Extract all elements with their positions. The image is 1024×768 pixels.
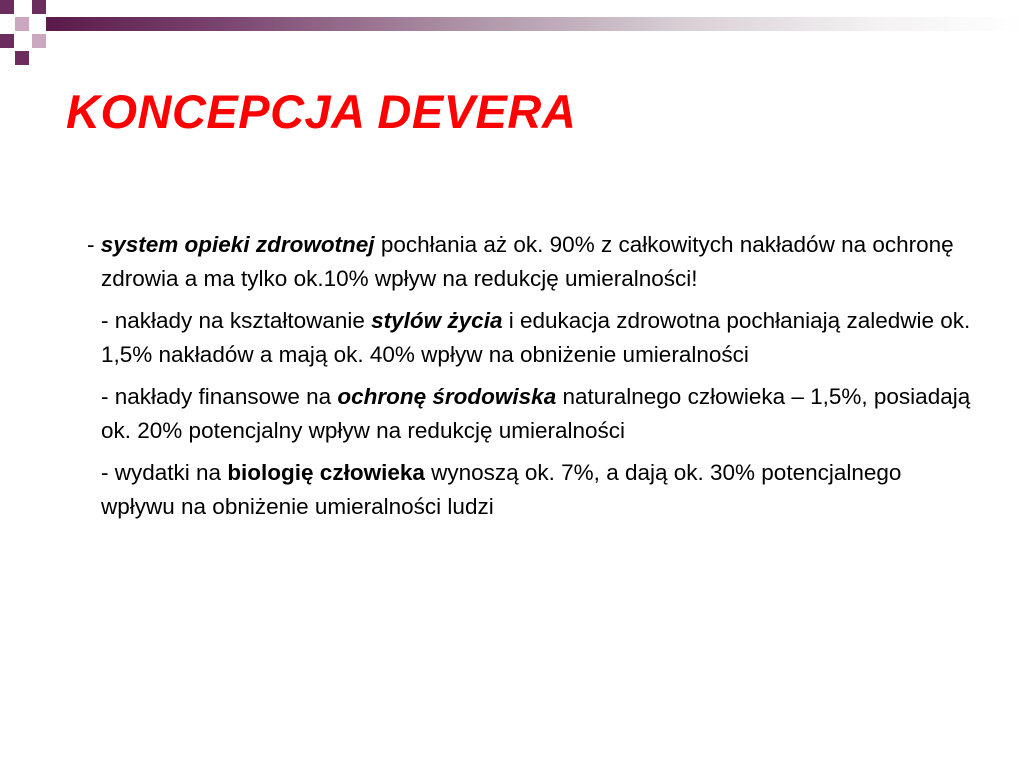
decorative-square (0, 34, 14, 48)
paragraph-health-system (87, 228, 981, 296)
paragraph-lifestyle (101, 304, 981, 372)
paragraph-suffix: wynoszą ok. 7%, a dają ok. 30% potencjalnego wpływu na obniżenie umieralności ludzi (101, 460, 902, 519)
paragraph-suffix: i edukacja zdrowotna pochłaniają zaledwie ok. 1,5% nakładów a mają ok. 40% wpływ na obniżenie umieralności (101, 308, 971, 367)
decorative-gradient-bar (46, 17, 1024, 31)
slide-title: KONCEPCJA DEVERA (66, 85, 577, 138)
decorative-square (15, 17, 29, 31)
decorative-square (32, 34, 46, 48)
slide-body (87, 228, 981, 532)
paragraph-prefix: - wydatki na (101, 460, 228, 485)
decorative-square (15, 51, 29, 65)
paragraph-emphasis: ochronę środowiska (337, 384, 557, 409)
paragraph-emphasis: system opieki zdrowotnej (100, 232, 375, 257)
paragraph-biology (101, 456, 981, 524)
paragraph-environment (101, 380, 981, 448)
paragraph-emphasis: stylów życia (371, 308, 503, 333)
paragraph-prefix: - (87, 232, 101, 257)
paragraph-prefix: - nakłady na kształtowanie (101, 308, 372, 333)
decorative-square (0, 0, 14, 14)
decorative-square (32, 0, 46, 14)
paragraph-emphasis: biologię człowieka (227, 460, 425, 485)
paragraph-suffix: pochłania aż ok. 90% z całkowitych nakładów na ochronę zdrowia a ma tylko ok.10% wpływ na redukcję umieralności! (101, 232, 954, 291)
paragraph-prefix: - nakłady finansowe na (101, 384, 338, 409)
paragraph-suffix: naturalnego człowieka – 1,5%, posiadają ok. 20% potencjalny wpływ na redukcję umieralności (101, 384, 971, 443)
